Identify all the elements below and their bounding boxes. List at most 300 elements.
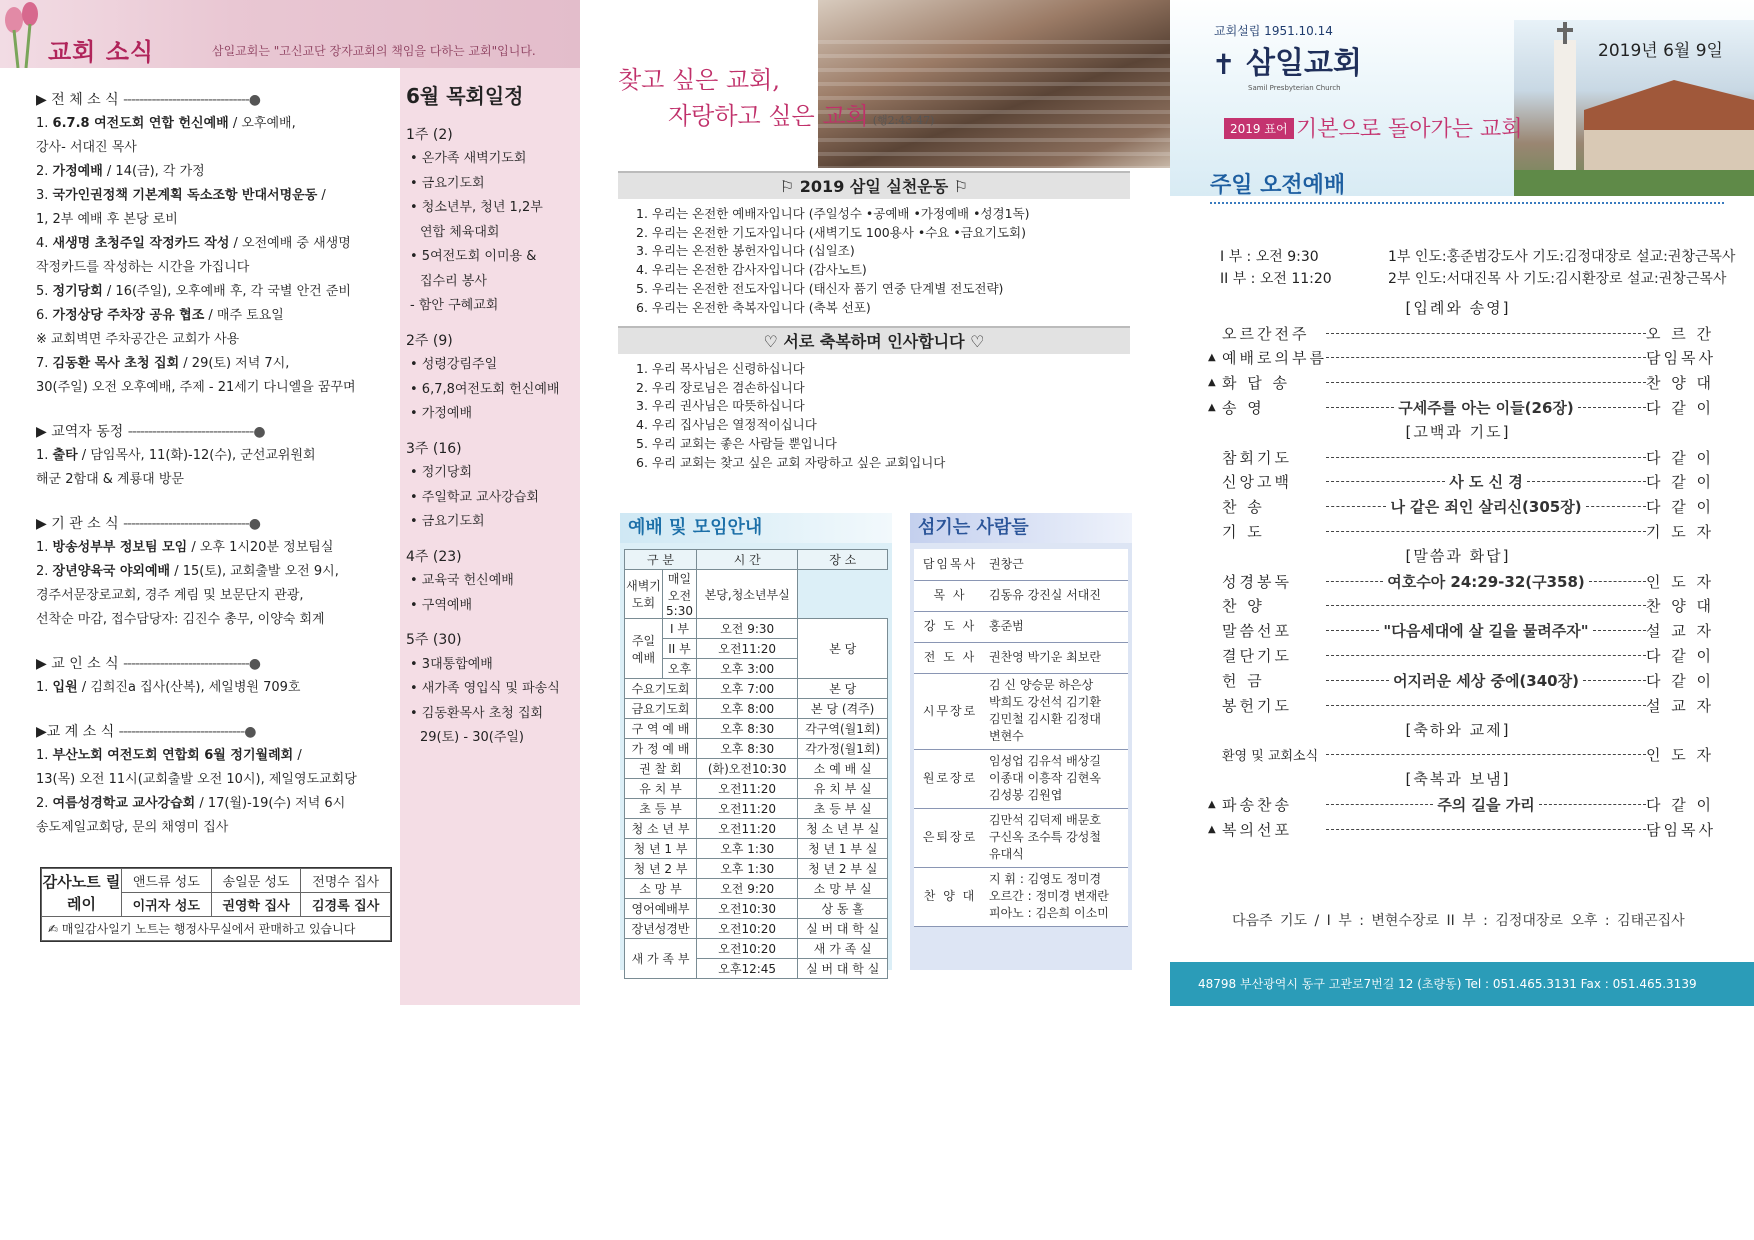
worship-guide-table [624,549,888,979]
table-row [625,699,888,719]
service-time: I 부 : 오전 9:30 [1220,249,1319,265]
table-cell: II 부 [663,639,697,659]
order-item [1208,395,1715,420]
server-row [914,673,1128,749]
table-cell: 새 가 족 실 [798,939,888,959]
order-item-fill [1326,457,1646,458]
server-names [986,867,1128,926]
table-cell: 오후 1:30 [697,839,798,859]
server-name-line: 피아노 : 김은희 이소미 [989,906,1109,920]
order-item-fill [1326,794,1646,815]
news-item-detail: / 17(월)-19(수) 저녁 6시 [195,796,346,811]
greeting-item: 6. 우리 교회는 찾고 싶은 교회 자랑하고 싶은 교회입니다 [636,454,946,470]
news-item-title: 출타 [52,448,78,463]
dash-line [1326,407,1394,408]
schedule-event: - 함안 구혜교회 [410,298,499,313]
order-item-name: 화 답 송 [1222,374,1291,393]
servers-title: 섬기는 사람들 [910,513,1132,543]
news-item-detail: / 오전예배 중 새생명 [229,236,351,251]
gratitude-name: 김경록 집사 [301,893,391,917]
table-cell: 소 망 부 실 [798,879,888,899]
greeting-item: 5. 우리 교회는 좋은 사람들 뿐입니다 [636,435,837,451]
order-item-fill [1326,382,1646,383]
dash-line [1326,804,1433,805]
table-cell: 새벽기도회 [625,570,663,619]
table-cell: 오전10:20 [697,919,798,939]
gratitude-name: 앤드류 성도 [122,869,212,893]
schedule-event: • 6,7,8여전도회 헌신예배 [410,381,560,397]
pew-row [818,40,1170,44]
order-item-leader: 기 도 자 [1646,523,1715,542]
news-item-detail: / 오후 1시20분 정보팀실 [187,540,334,555]
table-cell: I 부 [663,619,697,639]
news-item [36,792,392,816]
stand-mark: ▲ [1208,823,1216,835]
news-item [36,160,392,184]
order-item-name: 신앙고백 [1222,473,1292,492]
news-item [36,744,392,768]
news-item-subline: 30(주일) 오전 오후예배, 주제 - 21세기 다니엘을 꿈꾸며 [36,380,356,395]
order-item-name: 결단기도 [1222,647,1292,666]
sanctuary-photo [818,0,1170,168]
section-heading-dash: -------------------------------● [118,724,256,740]
order-item [1208,742,1715,767]
table-cell: 청 소 년 부 [625,819,697,839]
table-cell: 상 동 홀 [798,899,888,919]
dash-line [1326,531,1646,532]
service-role: 1부 인도:홍준범강도사 기도:김정대장로 설교:권창근목사 [1388,249,1736,265]
table-cell: 영어예배부 [625,899,697,919]
order-item-leader: 다 같 이 [1646,795,1715,814]
news-item-subline: 해군 2함대 & 계룡대 방문 [36,472,184,487]
server-row [914,867,1128,926]
table-cell: 소 망 부 [625,879,697,899]
dash-line [1326,680,1389,681]
table-cell: 오전11:20 [697,779,798,799]
news-item-title: 장년양육국 야외예배 [52,564,171,579]
news-item-title: 가정상당 주차장 공유 협조 [52,308,205,323]
dash-line [1326,630,1379,631]
order-item-leader: 오 르 간 [1646,324,1715,343]
order-item-fill [1326,670,1646,691]
order-item-fill [1326,397,1646,418]
motto: 기본으로 돌아가는 교회 [1296,117,1523,142]
stand-mark: ▲ [1208,377,1216,389]
church-name-en: Samil Presbyterian Church [1248,84,1341,92]
order-item-name: 성경봉독 [1222,572,1292,591]
table-cell: 오전 9:20 [697,879,798,899]
server-role: 목 사 [914,580,986,611]
service-roles [1388,246,1735,290]
dash-line [1539,804,1646,805]
schedule-event: • 5여전도회 이미용 & [410,249,537,264]
order-item-fill [1326,531,1646,532]
practice-item: 6. 우리는 온전한 축복자입니다 (축복 선포) [636,299,871,315]
news-item-detail: / 매주 토요일 [204,308,284,323]
news-item-title: 방송성부부 정보팀 모임 [52,540,188,555]
order-item-detail: 주의 길을 가리 [1437,795,1535,814]
table-header: 장 소 [798,550,888,570]
news-item-title: 입원 [52,680,78,695]
table-cell: 청 년 1 부 실 [798,839,888,859]
server-name-line: 유대식 [989,847,1024,861]
table-cell: 본당,청소년부실 [697,570,798,619]
dash-line [1593,630,1646,631]
service-title: 주일 오전예배 [1210,173,1346,198]
order-item [1208,346,1716,371]
news-item-subline: 선착순 마감, 접수담당자: 김진수 총무, 이양숙 회계 [36,612,325,627]
table-row [625,619,888,639]
server-name-line: 홍준범 [989,619,1024,633]
section-heading-dash: -------------------------------● [123,92,260,108]
table-cell: 실 버 대 학 실 [798,959,888,979]
order-item-name: 봉헌기도 [1222,696,1292,715]
table-row [625,939,888,959]
news-item-title: 6.7.8 여전도회 연합 헌신예배 [52,116,229,131]
spacer [36,492,392,506]
table-cell: 오후 [663,659,697,679]
schedule-event: • 성령강림주일 [410,357,498,372]
order-item-leader: 찬 양 대 [1646,374,1715,393]
table-cell: 오후 8:30 [697,739,798,759]
news-item-number: 3. [36,188,49,203]
server-names [986,673,1128,749]
pew-row [818,166,1170,168]
table-row [625,859,888,879]
news-item [36,184,392,208]
schedule-event: • 주일학교 교사강습회 [410,489,539,505]
table-cell: 초 등 부 [625,799,697,819]
news-item-number: 1. [36,680,49,695]
order-item-leader: 다 같 이 [1646,473,1715,492]
order-item-fill [1326,333,1646,334]
schedule-event: 집수리 봉사 [420,273,487,289]
news-item [36,536,392,560]
table-cell: 청 년 2 부 [625,859,697,879]
server-role: 찬 양 대 [914,867,986,926]
spacer [36,632,392,646]
order-item-leader: 담임목사 [1646,349,1716,368]
server-row [914,642,1128,673]
newfamily-label: 새 가 족 부 [625,939,697,979]
table-row [625,570,888,619]
server-row [914,808,1128,867]
greeting-section [618,326,1130,472]
pew-row [818,54,1170,58]
order-item-name: 찬 양 [1222,597,1265,616]
dash-line [1326,655,1646,656]
greeting-item: 4. 우리 집사님은 열정적이십니다 [636,417,817,433]
news-item-title: 국가인권정책 기본계획 독소조항 반대서명운동 [52,188,318,203]
gratitude-name: 이귀자 성도 [122,893,212,917]
schedule-event: • 교육국 헌신예배 [410,573,514,588]
news-item-title: 정기당회 [52,284,103,299]
practice-item: 5. 우리는 온전한 전도자입니다 (태신자 품기 연중 단계별 전도전략) [636,280,1004,296]
table-cell: 매일오전 5:30 [663,570,697,619]
server-names [986,749,1128,808]
table-header: 시 간 [697,550,798,570]
order-item-leader: 담임목사 [1646,820,1716,839]
schedule-event: • 금요기도회 [410,175,485,191]
server-role: 강 도 사 [914,611,986,642]
news-item [36,112,392,136]
stand-mark: ▲ [1208,798,1216,810]
server-name-line: 오르간 : 정미경 변재란 [989,889,1109,903]
order-item-name: 기 도 [1222,523,1265,542]
news-item-title: 부산노회 여전도회 연합회 6월 정기월례회 [52,748,294,763]
order-item [1208,321,1715,346]
server-role: 담임목사 [914,549,986,580]
news-item-detail: / 15(토), 교회출발 오전 9시, [170,564,339,579]
table-row [625,919,888,939]
table-cell: 소 예 배 실 [798,759,888,779]
dash-line [1326,754,1646,755]
motto-badge: 2019 표어 [1224,118,1294,139]
table-cell: 오후 8:00 [697,699,798,719]
server-row [914,611,1128,642]
schedule-event: • 3대통합예배 [410,656,493,672]
schedule-event: • 김동환목사 초청 집회 [410,705,544,721]
order-item [1208,792,1715,817]
dash-line [1326,581,1383,582]
news-item-number: 5. [36,284,49,299]
server-name-line: 박희도 강선석 김기환 [989,695,1101,709]
schedule-week: 1주 (2) [406,126,453,143]
practice-title: ⚐ 2019 삼일 실천운동 ⚐ [618,171,1130,199]
order-item-fill [1326,620,1646,641]
table-cell: 초 등 부 실 [798,799,888,819]
order-item [1208,370,1715,395]
dash-line [1326,333,1646,334]
section-heading [36,88,392,112]
practice-item: 4. 우리는 온전한 감사자입니다 (감사노트) [636,262,867,278]
server-role: 시무장로 [914,673,986,749]
table-cell: 장년성경반 [625,919,697,939]
table-row [625,799,888,819]
news-item-detail: / 16(주일), 오후예배 후, 각 국별 안건 준비 [102,284,351,299]
section-heading-label: ▶교 계 소 식 [36,724,115,740]
slogan-ref: (행2:43-47) [872,114,935,127]
table-cell: 오후12:45 [697,959,798,979]
schedule-week: 4주 (23) [406,548,462,565]
schedule-event: • 구역예배 [410,597,473,613]
order-item-leader: 다 같 이 [1646,647,1715,666]
practice-movement [618,171,1130,317]
server-name-line: 김 신 양승문 하은상 [989,678,1094,692]
order-item-name: 예배로의부름 [1222,349,1327,368]
news-item [36,280,392,304]
news-item-number: 1. [36,748,49,763]
news-header [0,0,580,68]
bulletin-date: 2019년 6월 9일 [1598,41,1723,61]
table-cell: 유 치 부 [625,779,697,799]
news-item [36,444,392,468]
servers-table [914,549,1128,927]
pew-row [818,68,1170,72]
order-item-leader: 다 같 이 [1646,399,1715,418]
server-name-line: 임성업 김유석 배상길 [989,754,1101,768]
table-cell: 구 역 예 배 [625,719,697,739]
news-item-number: 7. [36,356,49,371]
section-heading-label: ▶ 기 관 소 식 [36,516,119,532]
order-item-name: 파송찬송 [1222,795,1292,814]
news-item-subline: 13(목) 오전 11시(교회출발 오전 10시), 제일영도교회당 [36,772,357,787]
table-cell: 오전11:20 [697,819,798,839]
section-heading-label: ▶ 교역자 동정 [36,424,124,440]
server-names [986,580,1128,611]
order-item [1208,643,1715,668]
news-item-title: 김동환 목사 초청 집회 [52,356,180,371]
server-names [986,611,1128,642]
server-name-line: 구신옥 조수특 강성철 [989,830,1101,844]
order-item [1208,594,1715,619]
table-cell: 본 당 [798,679,888,699]
order-item [1208,668,1715,693]
schedule-event: 29(토) - 30(주일) [420,730,525,745]
order-item-name: 환영 및 교회소식 [1222,749,1319,765]
church-logo-icon: ✝ [1212,48,1236,81]
dash-line [1326,605,1646,606]
order-item-detail: 나 같은 죄인 살리신(305장) [1390,498,1582,517]
greeting-item: 1. 우리 목사님은 신령하십니다 [636,361,805,376]
practice-item: 2. 우리는 온전한 기도자입니다 (새벽기도 100용사 •수요 •금요기도회) [636,224,1026,240]
table-row [625,839,888,859]
order-item-leader: 다 같 이 [1646,448,1715,467]
server-name-line: 권창근 [989,556,1024,571]
table-row [625,739,888,759]
server-name-line: 권찬영 박기운 최보란 [989,650,1101,664]
order-item-fill [1326,571,1646,592]
order-item-name: 참회기도 [1222,448,1292,467]
server-names [986,549,1128,580]
order-item-detail: 어지러운 세상 중에(340장) [1393,671,1579,690]
news-item-detail: / 29(토) 저녁 7시, [179,356,290,371]
news-item-detail: / [317,188,326,203]
footer-address: 48798 부산광역시 동구 고관로7번길 12 (초량동) Tel : 051.465.3131 Fax : 051.465.3139 www.samil.org [1170,962,1754,1006]
pew-row [818,152,1170,156]
gratitude-name: 송일문 성도 [211,869,301,893]
news-item-detail: / 14(금), 각 가정 [102,164,205,179]
schedule-week: 2주 (9) [406,332,453,349]
server-names [986,642,1128,673]
table-cell: 청 년 2 부 실 [798,859,888,879]
order-item-name: 헌 금 [1222,671,1265,690]
news-item-subline: 1, 2부 예배 후 본당 로비 [36,212,178,227]
table-row [625,779,888,799]
server-row [914,580,1128,611]
news-item-subline: 작정카드를 작성하는 시간을 가집니다 [36,260,250,275]
schedule-event: • 새가족 영입식 및 파송식 [410,681,560,696]
table-row [625,719,888,739]
schedule-event: 연합 체육대회 [420,224,500,240]
server-role: 원로장로 [914,749,986,808]
stand-mark: ▲ [1208,352,1216,364]
table-cell: 본 당 (격주) [798,699,888,719]
tulip-icon [0,0,46,68]
order-item-name: 오르간전주 [1222,324,1310,343]
dash-line [1586,506,1646,507]
order-item-detail: 구세주를 아는 이들(26장) [1398,399,1574,418]
server-role: 전 도 사 [914,642,986,673]
table-header: 구 분 [625,550,697,570]
table-cell: 각구역(월1회) [798,719,888,739]
table-cell: 오후 1:30 [697,859,798,879]
news-item-number: 2. [36,564,49,579]
table-cell: 오후 7:00 [697,679,798,699]
order-item-leader: 찬 양 대 [1646,597,1715,616]
order-item [1208,494,1715,519]
service-role: 2부 인도:서대진목 사 기도:김시환장로 설교:권창근목사 [1388,271,1727,287]
service-times [1220,246,1332,290]
order-item [1208,817,1716,842]
news-item [36,232,392,256]
order-item-name: 말씀선포 [1222,622,1292,641]
stand-mark: ▲ [1208,402,1216,414]
gratitude-name: 전명수 집사 [301,869,391,893]
table-cell: 오전10:20 [697,939,798,959]
schedule-title: 6월 목회일정 [406,84,524,108]
gratitude-lead: 감사노트 릴레이 [42,869,122,917]
schedule-event: • 가정예배 [410,406,473,421]
order-section-heading: [축하와 교제] [1405,720,1511,739]
table-cell: 오전10:30 [697,899,798,919]
order-item-leader: 다 같 이 [1646,498,1715,517]
table-cell: 청 년 1 부 [625,839,697,859]
news-item [36,676,392,700]
table-row [625,819,888,839]
server-row [914,549,1128,580]
order-item-fill [1326,754,1646,755]
spacer [36,400,392,414]
news-item-subline: 강사- 서대진 목사 [36,140,137,155]
gratitude-note-box [40,867,392,942]
section-heading [36,720,392,744]
founding-date: 교회설립 1951.10.14 [1214,24,1333,38]
order-item-fill [1326,357,1646,358]
slogan-line-1: 찾고 싶은 교회, [618,66,780,94]
section-heading-dash: -------------------------------● [127,424,265,440]
order-item-fill [1326,471,1646,492]
order-item [1208,470,1715,495]
dash-line [1326,829,1646,830]
order-item-name: 복의선포 [1222,820,1292,839]
table-cell: 오전 9:30 [697,619,798,639]
dash-line [1527,481,1646,482]
order-section-heading: [입례와 송영] [1405,299,1511,317]
gratitude-name: 권영학 집사 [211,893,301,917]
greeting-title: ♡ 서로 축복하며 인사합니다 ♡ [618,326,1130,354]
news-item-number: 2. [36,164,49,179]
worship-guide [620,513,892,976]
table-cell: (화)오전10:30 [697,759,798,779]
order-item [1208,569,1715,594]
server-name-line: 김만석 김덕제 배문호 [989,813,1101,827]
order-item [1208,618,1715,643]
news-item-title: 새생명 초청주일 작정카드 작성 [52,236,230,251]
servers-section [910,513,1132,970]
news-item-number: 1. [36,540,49,555]
schedule-week: 3주 (16) [406,440,462,457]
section-heading [36,512,392,536]
news-item [36,560,392,584]
sunday-label: 주일 예배 [625,619,663,679]
order-item-name: 찬 송 [1222,498,1265,517]
section-heading-label: ▶ 전 체 소 식 [36,92,119,108]
schedule-event: • 금요기도회 [410,514,485,529]
order-item-detail: 사 도 신 경 [1449,473,1523,492]
server-name-line: 지 휘 : 김영도 정미경 [989,872,1102,886]
news-title: 교회 소식 [48,38,155,66]
